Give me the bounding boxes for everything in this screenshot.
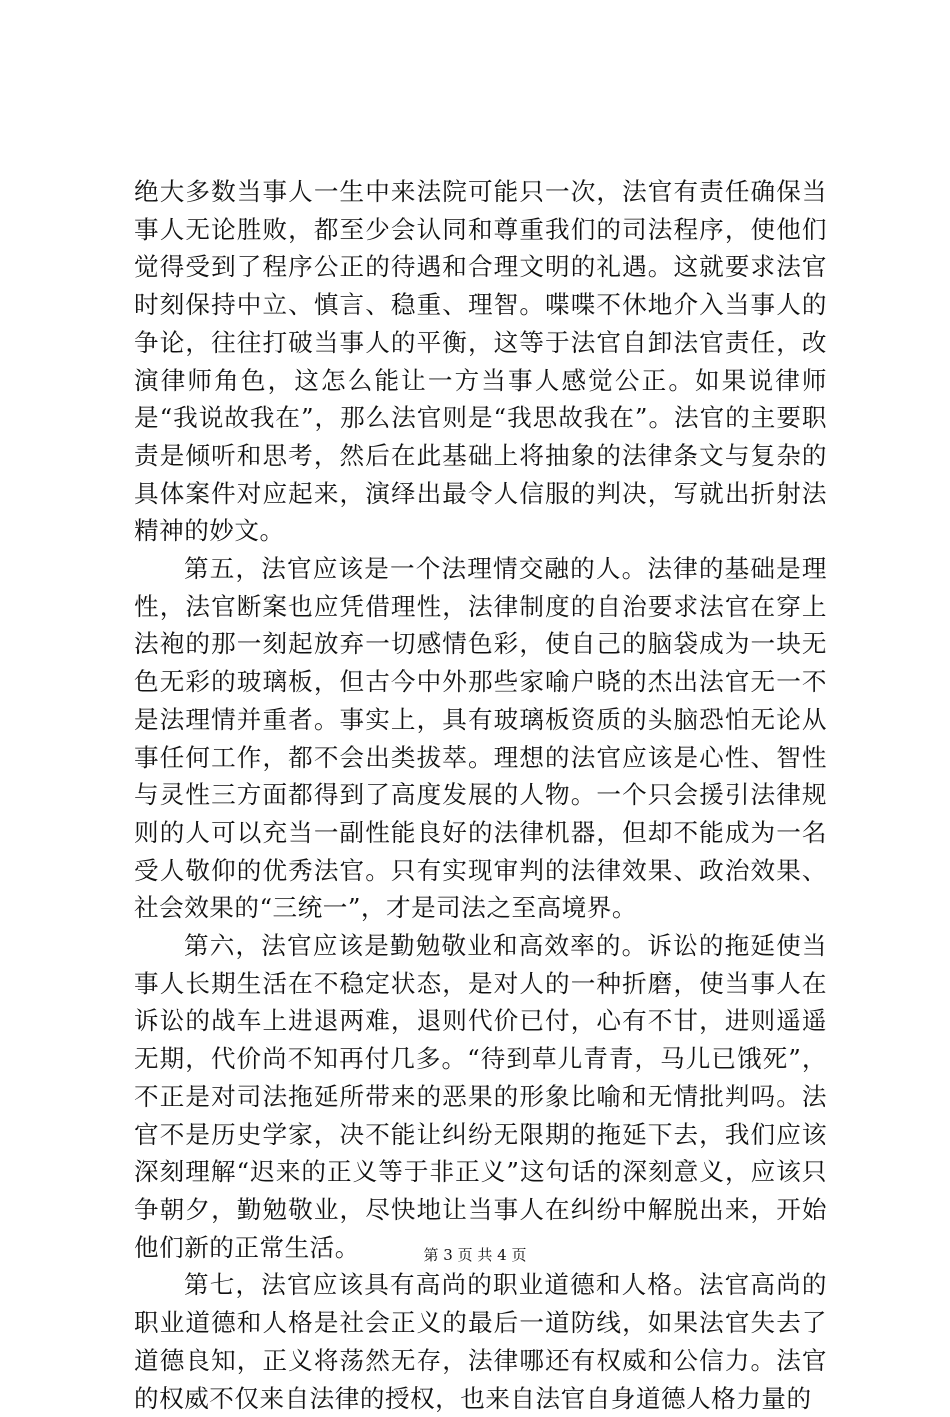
paragraph-continuation: 绝大多数当事人一生中来法院可能只一次，法官有责任确保当事人无论胜败，都至少会认同和尊重我们的司法程序，使他们觉得受到了程序公正的待遇和合理文明的礼遇。这就要求法官时刻保持中立、慎言、稳重、理智。喋喋不休地介入当事人的争论，往往打破当事人的平衡，这等于法官自卸法官责任，改演律师角色，这怎么能让一方当事人感觉公正。如果说律师是“我说故我在”，那么法官则是“我思故我在”。法官的主要职责是倾听和思考，然后在此基础上将抽象的法律条文与复杂的具体案件对应起来，演绎出最令人信服的判决，写就出折射法精神的妙文。 bbox=[134, 177, 827, 546]
paragraph-fifth-point: 第五，法官应该是一个法理情交融的人。法律的基础是理性，法官断案也应凭借理性，法律制度的自治要求法官在穿上法袍的那一刻起放弃一切感情色彩，使自己的脑袋成为一块无色无彩的玻璃板，但古今中外那些家喻户晓的杰出法官无一不是法理情并重者。事实上，具有玻璃板资质的头脑恐怕无论从事任何工作，都不会出类拔萃。理想的法官应该是心性、智性与灵性三方面都得到了高度发展的人物。一个只会援引法律规则的人可以充当一副性能良好的法律机器，但却不能成为一名受人敬仰的优秀法官。只有实现审判的法律效果、政治效果、社会效果的“三统一”，才是司法之至高境界。 bbox=[134, 554, 827, 923]
paragraph-seventh-point: 第七，法官应该具有高尚的职业道德和人格。法官高尚的职业道德和人格是社会正义的最后一道防线，如果法官失去了道德良知，正义将荡然无存，法律哪还有权威和公信力。法官的权威不仅来自法律的授权，也来自法官自身道德人格力量的 bbox=[134, 1270, 827, 1413]
page-number-footer: 第 3 页 共 4 页 bbox=[423, 1246, 527, 1264]
paragraph-sixth-point: 第六，法官应该是勤勉敬业和高效率的。诉讼的拖延使当事人长期生活在不稳定状态，是对人的一种折磨，使当事人在诉讼的战车上进退两难，退则代价已付，心有不甘，进则遥遥无期，代价尚不知再付几多。“待到草儿青青，马儿已饿死”，不正是对司法拖延所带来的恶果的形象比喻和无情批判吗。法官不是历史学家，决不能让纠纷无限期的拖延下去，我们应该深刻理解“迟来的正义等于非正义”这句话的深刻意义，应该只争朝夕，勤勉敬业，尽快地让当事人在纠纷中解脱出来，开始他们新的正常生活。 bbox=[134, 931, 827, 1262]
document-body bbox=[134, 173, 827, 1417]
